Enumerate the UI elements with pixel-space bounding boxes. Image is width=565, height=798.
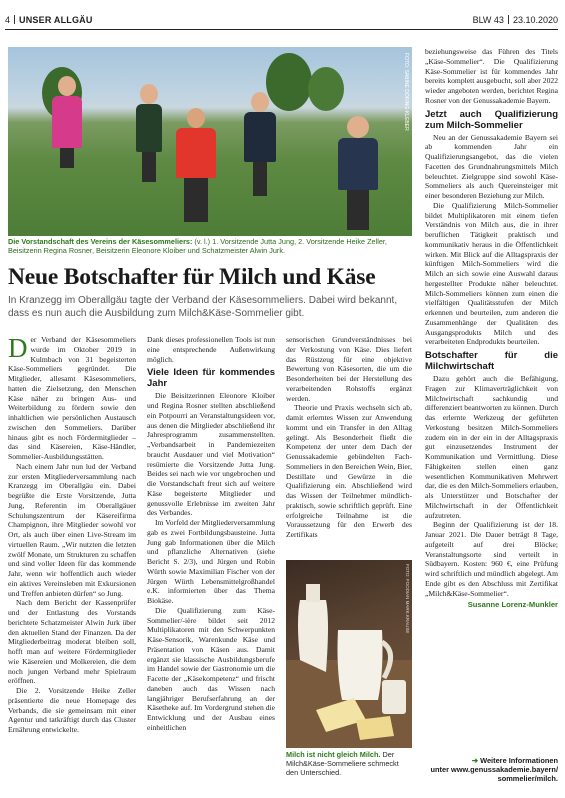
person-legs [347,190,369,230]
header-divider-2 [508,15,509,24]
person-head [251,92,269,112]
subheading: Botschafter für die Milchwirtschaft [425,350,558,372]
section-name: UNSER ALLGÄU [19,15,93,25]
drop-cap: D [8,333,28,363]
article-column-1 [8,335,136,735]
person-head [347,116,369,138]
subheading: Viele Ideen für kommendes Jahr [147,367,275,390]
article-paragraph: Nach dem Bericht der Kassenprüfer und der Entlastung des Vorstands berichtete Schatzmeister Alwin Jurk über den aktuellen Stand der Finanzen. Da der Mitgliederbeitrag moderat bleiben soll, hofft man auf weitere Fördermitglieder wie Käsereien und Molkereien, die dem noch jungen Verband mehr Spielraum eröffnen. [8,598,136,686]
headline: Neue Botschafter für Milch und Käse [8,264,376,290]
issue-date: 23.10.2020 [512,15,558,25]
photo-credit: FOTO: SABINE DÖRING-KLEBER [403,53,409,131]
article-column-3 [286,335,412,540]
info-link-cont[interactable]: sommelier/milch. [497,774,558,783]
person-body [52,96,82,148]
article-paragraph: Die Beisitzerinnen Eleonore Kloiber und Regina Rosner stellten abschließend ein Potpourri an Veranstaltungsideen vor, aus denen die Mitglieder abschließend ihr Jahresprogramm zusammenstellten. „Verbandsarbeit in Pandemiezeiten braucht Ausdauer und viel Motivation“ resümierte die Vorsitzende Jutta Jung. Beides sei nach wie vor ungebrochen und die Vorstandschaft freut sich auf weitere Käse begeisterte Mitglieder und genussvolle Erlebnisse im zweiten Jahr des Verbandes. [147,391,275,518]
info-box [425,756,558,783]
person-body [136,104,162,152]
caption-bold: Milch ist nicht gleich Milch. [286,750,381,759]
article-paragraph: Nach einem Jahr nun lud der Verband zur ersten Mitgliederversammlung nach Kranzegg im Oberallgäu ein. Dabei begrüßte die Erste Vorsitzende, Jutta Jung, Referentin im Oberallgäuer Schulungszentrum der Käsereifirma Champignon, ihre Mitglieder sowohl vor Ort, als auch über einen Live-Stream im virtuellen Raum. „Wir nutzten die letzten zwölf Monate, um Strukturen zu schaffen und sind voller Ideen für das kommende Jahr, wenn wir hoffentlich auch wieder ein aktives Vereinsleben mit Exkursionen und Treffen anbieten dürfen“ so Jung. [8,461,136,598]
article-paragraph: Beginn der Qualifizierung ist der 18. Januar 2021. Die Dauer beträgt 8 Tage, aufgeteilt auf drei Blöcke; Veranstaltungsorte sind verteilt in Südbayern. Kosten: 960 €, eine Prüfung wird schriftlich und mündlich abgelegt. Am Ende gibt es den Abschluss mit Zertifikat „Milch&Käse-Sommelier“. [425,520,558,598]
info-link[interactable]: unter www.genussakademie.bayern/ [430,765,558,774]
person-legs [142,152,156,182]
subheading: Jetzt auch Qualifizierung zum Milch-Sommelier [425,108,558,131]
article-paragraph: Dazu gehört auch die Befähigung, Fragen zur Klimaverträglichkeit von Milchwirtschaft sachkundig und differenziert beantworten zu können. Durch das erlernte Werkzeug der geführten Verkostung besitzen Milch-Sommeliers zudem ein in der ein in der Alltagspraxis gut einzusetzendes Instrument der Kommunikation und Vermittlung. Diese Fähigkeiten stellen einen ganz wesentlichen Kommunikativen Mehrwert dar, die es den Milch-Sommeliers erlauben, als Unterstützer und Botschafter der Milchwirtschaft in der Öffentlichkeit aufzutreten. [425,374,558,520]
article-paragraph: Neu an der Genussakademie Bayern sei ab kommenden Jahr ein Qualifizierungsangebot, das die vielen Facetten des Grundnahrungsmittels Milch beleuchtet. Zielgruppe sind sowohl Käse-Sommeliers als auch Quereinsteiger mit einer besonderen Beziehung zur Milch. [425,132,558,200]
article-paragraph [8,335,136,462]
person-legs [60,148,74,168]
article-paragraph: beziehungsweise das Führen des Titels „Käse-Sommelier“. Die Qualifizierung Käse-Sommelier ist für kommendes Jahr bereits komplett ausgebucht, soll aber 2022 wieder angeboten werden, berichtet Regina Rosner von der Genussakademie Bayern. [425,47,558,105]
caption-text: Der Milch&Käse-Sommeliere schmeckt den Unterschied. [286,750,399,777]
person-body [176,128,216,178]
bottle-neck [306,584,320,602]
person-figure [338,116,378,230]
header-left [5,14,93,26]
person-legs [184,178,208,222]
header-divider [14,15,15,24]
caption-text: (v. l.) 1. Vorsitzende Jutta Jung, 2. Vorsitzende Heike Zeller, Beisitzerin Regina Rosner, Beisitzerin Eleonore Kloiber und Schatzmeister Alwin Jurk. [8,237,387,255]
person-legs [253,162,267,196]
milk-jug [338,630,383,700]
person-figure [244,92,276,196]
info-text: Weitere Informationen [480,756,558,765]
article-column-2 [147,335,275,733]
milk-glass [382,680,406,714]
article-paragraph: Im Vorfeld der Mitgliederversammlung gab es zwei Fortbildungsbausteine. Jutta Jung gab Informationen über die Milch und pflanzliche Alternativen (siehe Bericht S. 2/3), und Jürgen und Robin Würth sowie Maximilian Fischer von der Jürgen Würth Lebensmittelgroßhandel e.K. informierten über das Thema Biokäse. [147,518,275,605]
article-paragraph: Theorie und Praxis wechseln sich ab, damit erlerntes Wissen zur Anwendung kommt und ein Transfer in den Alltag gelingt. Als Besonderheit fließt die Kompetenz der unter dem Dach der Genussakademie gebündelten Fach-Sommeliers in den Bereichen Wein, Bier, Destillate und Gewürze in die Qualifizierung ein. Abschließend wird das Wissen der Teilnehmer mündlich-praktisch, sowie schriftlich geprüft. Eine erfolgreiche Teilnahme ist die Voraussetzung für den Erwerb des Zertifikats [286,403,412,539]
milk-photo-caption [286,750,412,777]
article-paragraph: Die Qualifizierung zum Käse-Sommelier/-ière bildet seit 2012 Multiplikatoren mit den Schwerpunkten Käse-Sensorik, Warenkunde Käse und Präsentation von Käsen aus. Damit ergänzt sie klassische Ausbildungsberufe im Handel sowie der Gastronomie um die Facette der „Käsekompetenz“ und frischt daneben auch das Wissen nach langjähriger Berufserfahrung an der Käsetheke auf. Im Vordergrund stehen die Entwicklung und der Ausbau eines einheitlichen [147,605,275,732]
person-head [140,84,158,104]
person-figure [136,84,162,182]
person-body [338,138,378,190]
article-paragraph: sensorischen Grundverständnisses bei der Verkostung von Käse. Dies liefert das Rüstzeug für eine objektive Bewertung von Käsesorten, die um die Besonderheiten bei der Herstellung des verarbeitenden Rohstoffs ergänzt werden. [286,335,412,403]
photo-caption [8,237,412,255]
article-paragraph: Die 2. Vorsitzende Heike Zeller präsentierte die neue Homepage des Verbands, die sie gemeinsam mit einer Agentur und tatkräftigt durch das Cluster Ernährung entwickelte. [8,686,136,734]
author-name: Susanne Lorenz-Munkler [467,600,558,610]
milk-illustration [286,560,412,748]
person-head [58,76,76,96]
person-figure [176,108,216,222]
issue-number: BLW 43 [472,15,504,25]
article-paragraph: Die Qualifizierung Milch-Sommelier bildet Multiplikatoren mit einem tiefen Verständnis von Milch aus, die in ihrer beruflichen Tätigkeit praktisch und kommunikativ heraus in die Öffentlichkeit wirken. Mit Blick auf die Alltagspraxis der künftigen Milch-Sommeliers wird die Milch an sich sowie eine Auswahl daraus hergestellter Produkte näher beleuchtet. Milch-Sommeliers können zum einen die vielfältigen Qualitätsstufen der Milch erkennen und beurteilen, zum anderen die Zusammenhänge der Qualitäten des Ausgangsprodukts Milch und des verarbeiteten Endprodukts beurteilen. [425,200,558,347]
info-line [425,756,558,765]
cheese-wedge [356,716,394,740]
page-header [5,14,558,26]
article-paragraph: Dank dieses professionellen Tools ist nun eine entsprechende Außenwirkung möglich. [147,335,275,364]
person-figure [52,76,82,168]
person-body [244,112,276,162]
paragraph-text: er Verband der Käsesommeliers wurde im Oktober 2019 in Kulmbach von 31 begeisterten Käse-Sommeliers gegründet. Die Mitglieder, allesamt Käsesommeliers, hatten die Zielsetzung, den Menschen Käse näher zu bringen Aus- und Weiterbildung zu fördern sowie den inhaltlichen wie persönlichen Austausch zwischen den Sommeliers. Darüber hinaus gibt es noch Fördermitglieder – das sind Käsereien, Käse-Händler, Sommelier-Ausbildungsstätten. [8,335,136,461]
lead-paragraph: In Kranzegg im Oberallgäu tagte der Verband der Käsesommeliers. Dabei wird bekannt, dass es nun auch die Ausbildung zum Milch&Käse-Sommelier gibt. [8,295,398,319]
header-right [473,14,558,26]
photo-credit: FOTO: FOODIAN MARK.KRAUSE [405,564,410,634]
caption-bold: Die Vorstandschaft des Vereins der Käsesommeliers: [8,237,193,246]
arrow-right-icon: ➔ [471,756,481,765]
article-column-4 [425,47,558,610]
tree-shape [308,67,344,111]
page-number: 4 [5,15,11,25]
group-photo [8,47,412,236]
header-rule [5,29,558,30]
milk-photo [286,560,412,748]
person-head [187,108,205,128]
